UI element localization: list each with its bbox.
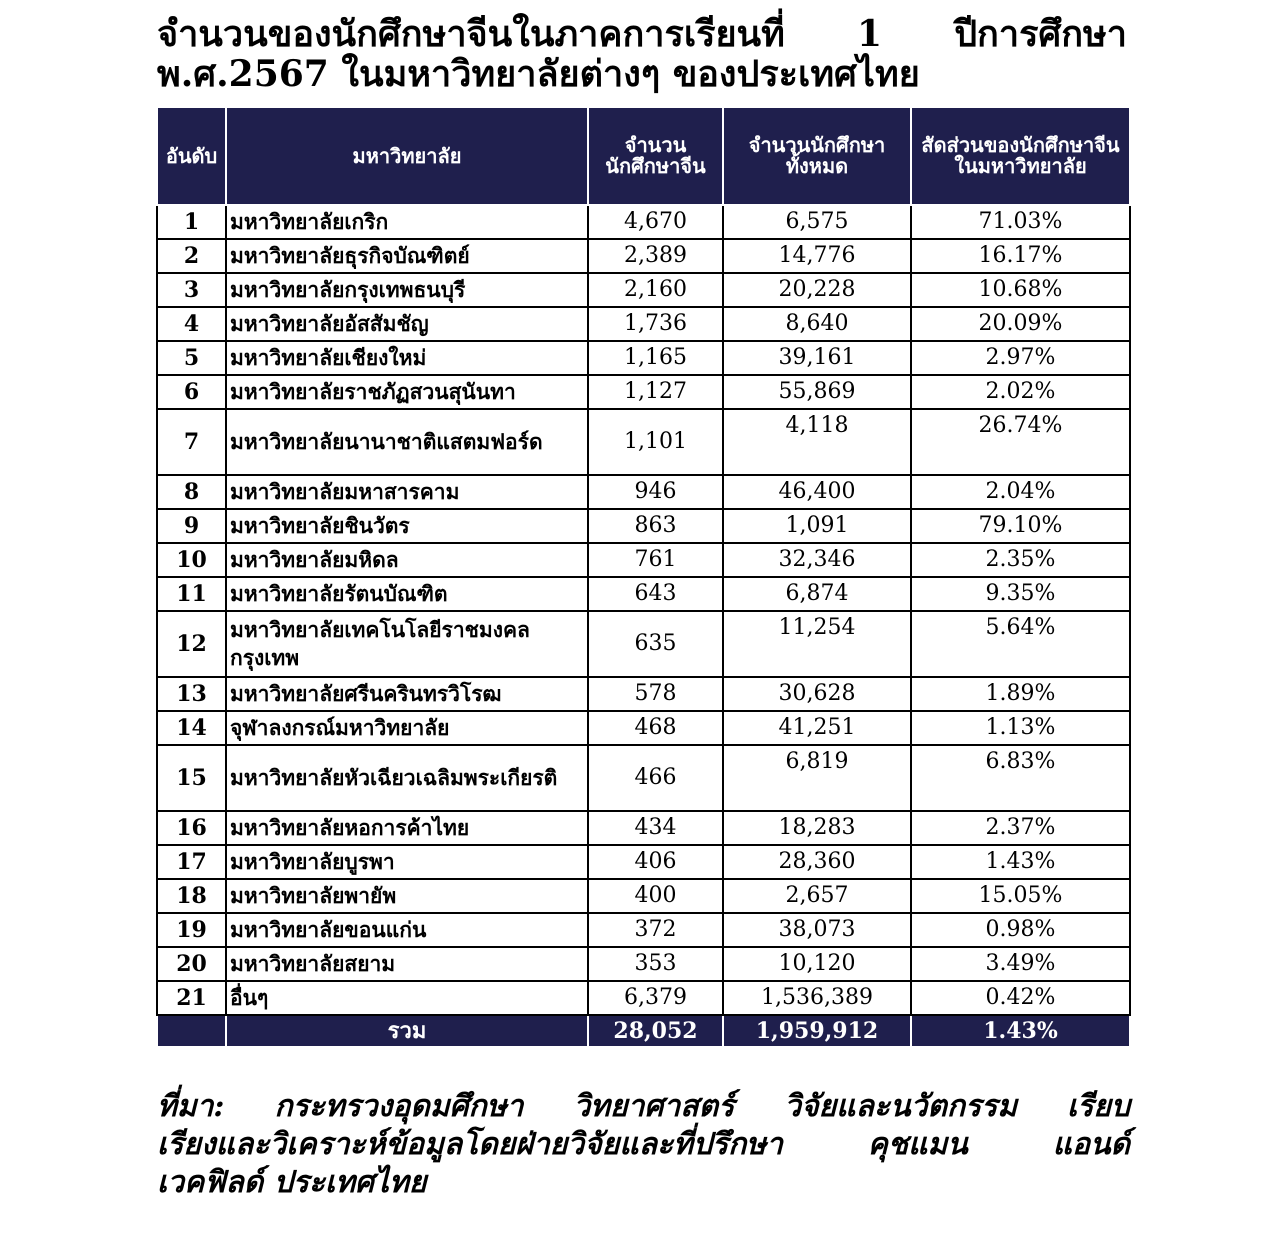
rank-cell: 6 [157, 375, 226, 409]
university-name-cell: มหาวิทยาลัยธุรกิจบัณฑิตย์ [226, 239, 588, 273]
table-row [157, 745, 1130, 811]
rank-cell: 19 [157, 913, 226, 947]
chinese-students-cell: 578 [588, 677, 723, 711]
rank-cell: 11 [157, 577, 226, 611]
ratio-cell: 71.03% [911, 205, 1130, 239]
table-row [157, 711, 1130, 745]
table-header-row [157, 107, 1130, 205]
ratio-cell: 2.02% [911, 375, 1130, 409]
rank-cell: 15 [157, 745, 226, 811]
rank-cell: 12 [157, 611, 226, 677]
university-name-cell: มหาวิทยาลัยสยาม [226, 947, 588, 981]
rank-cell: 21 [157, 981, 226, 1015]
university-name-cell: มหาวิทยาลัยนานาชาติแสตมฟอร์ด [226, 409, 588, 475]
total-students-cell: 28,360 [723, 845, 911, 879]
students-table [156, 106, 1131, 1048]
chinese-students-cell: 353 [588, 947, 723, 981]
table-row [157, 409, 1130, 475]
total-students-cell: 4,118 [723, 409, 911, 475]
university-name-cell: มหาวิทยาลัยเทคโนโลยีราชมงคลกรุงเทพ [226, 611, 588, 677]
university-name-cell: อื่นๆ [226, 981, 588, 1015]
table-row [157, 205, 1130, 239]
ratio-cell: 0.42% [911, 981, 1130, 1015]
university-name-cell: มหาวิทยาลัยบูรพา [226, 845, 588, 879]
total-ratio: 1.43% [911, 1015, 1130, 1047]
ratio-cell: 3.49% [911, 947, 1130, 981]
table-row [157, 845, 1130, 879]
table-row [157, 273, 1130, 307]
rank-cell: 14 [157, 711, 226, 745]
table-row [157, 543, 1130, 577]
chinese-students-cell: 468 [588, 711, 723, 745]
table-row [157, 913, 1130, 947]
ratio-cell: 2.97% [911, 341, 1130, 375]
chinese-students-cell: 2,160 [588, 273, 723, 307]
total-students-cell: 8,640 [723, 307, 911, 341]
total-students-cell: 32,346 [723, 543, 911, 577]
ratio-cell: 79.10% [911, 509, 1130, 543]
total-students-cell: 10,120 [723, 947, 911, 981]
table-row [157, 611, 1130, 677]
university-name-cell: มหาวิทยาลัยพายัพ [226, 879, 588, 913]
total-students-cell: 20,228 [723, 273, 911, 307]
rank-cell: 8 [157, 475, 226, 509]
rank-cell: 17 [157, 845, 226, 879]
total-students: 1,959,912 [723, 1015, 911, 1047]
chinese-students-cell: 434 [588, 811, 723, 845]
chinese-students-cell: 4,670 [588, 205, 723, 239]
header-total-students: จำนวนนักศึกษาทั้งหมด [723, 107, 911, 205]
university-name-cell: มหาวิทยาลัยมหิดล [226, 543, 588, 577]
ratio-cell: 20.09% [911, 307, 1130, 341]
university-name-cell: มหาวิทยาลัยหอการค้าไทย [226, 811, 588, 845]
chinese-students-cell: 400 [588, 879, 723, 913]
table-row [157, 341, 1130, 375]
table-row [157, 879, 1130, 913]
rank-cell: 1 [157, 205, 226, 239]
ratio-cell: 0.98% [911, 913, 1130, 947]
rank-cell: 4 [157, 307, 226, 341]
university-name-cell: มหาวิทยาลัยกรุงเทพธนบุรี [226, 273, 588, 307]
ratio-cell: 5.64% [911, 611, 1130, 677]
rank-cell: 10 [157, 543, 226, 577]
table-row [157, 509, 1130, 543]
source-line-3: เวคฟิลด์ ประเทศไทย [157, 1165, 427, 1200]
title-line-2: พ.ศ.2567 ในมหาวิทยาลัยต่างๆ ของประเทศไทย [157, 53, 920, 95]
ratio-cell: 15.05% [911, 879, 1130, 913]
university-name-cell: มหาวิทยาลัยเชียงใหม่ [226, 341, 588, 375]
total-students-cell: 6,874 [723, 577, 911, 611]
university-name-cell: มหาวิทยาลัยรัตนบัณฑิต [226, 577, 588, 611]
table-row [157, 677, 1130, 711]
total-rank-cell [157, 1015, 226, 1047]
source-line-1: ที่มา: กระทรวงอุดมศึกษา วิทยาศาสตร์ วิจัยและนวัตกรรม เรียบ [157, 1089, 1130, 1124]
title-line-1-part-2: 1 [857, 13, 883, 55]
university-name-cell: มหาวิทยาลัยมหาสารคาม [226, 475, 588, 509]
total-row [157, 1015, 1130, 1047]
total-students-cell: 1,091 [723, 509, 911, 543]
header-university: มหาวิทยาลัย [226, 107, 588, 205]
total-chinese: 28,052 [588, 1015, 723, 1047]
ratio-cell: 1.89% [911, 677, 1130, 711]
ratio-cell: 16.17% [911, 239, 1130, 273]
source-note [157, 1088, 1130, 1202]
university-name-cell: มหาวิทยาลัยอัสสัมชัญ [226, 307, 588, 341]
source-line-2: เรียงและวิเคราะห์ข้อมูลโดยฝ่ายวิจัยและที่ปรึกษา คุชแมน แอนด์ [157, 1127, 1130, 1162]
total-students-cell: 2,657 [723, 879, 911, 913]
header-rank: อันดับ [157, 107, 226, 205]
total-students-cell: 1,536,389 [723, 981, 911, 1015]
university-name-cell: มหาวิทยาลัยเกริก [226, 205, 588, 239]
table-row [157, 577, 1130, 611]
ratio-cell: 6.83% [911, 745, 1130, 811]
rank-cell: 9 [157, 509, 226, 543]
total-students-cell: 6,575 [723, 205, 911, 239]
university-name-cell: มหาวิทยาลัยราชภัฏสวนสุนันทา [226, 375, 588, 409]
title-line-1-part-3: ปีการศึกษา [954, 13, 1127, 55]
total-students-cell: 18,283 [723, 811, 911, 845]
ratio-cell: 26.74% [911, 409, 1130, 475]
total-students-cell: 46,400 [723, 475, 911, 509]
university-name-cell: มหาวิทยาลัยศรีนครินทรวิโรฒ [226, 677, 588, 711]
table-row [157, 475, 1130, 509]
chinese-students-cell: 1,736 [588, 307, 723, 341]
chinese-students-cell: 372 [588, 913, 723, 947]
ratio-cell: 9.35% [911, 577, 1130, 611]
total-students-cell: 38,073 [723, 913, 911, 947]
chinese-students-cell: 1,165 [588, 341, 723, 375]
university-name-cell: จุฬาลงกรณ์มหาวิทยาลัย [226, 711, 588, 745]
ratio-cell: 2.35% [911, 543, 1130, 577]
ratio-cell: 2.04% [911, 475, 1130, 509]
header-chinese-students: จำนวนนักศึกษาจีน [588, 107, 723, 205]
total-students-cell: 30,628 [723, 677, 911, 711]
title-line-1 [157, 14, 1127, 54]
ratio-cell: 2.37% [911, 811, 1130, 845]
rank-cell: 5 [157, 341, 226, 375]
total-students-cell: 11,254 [723, 611, 911, 677]
rank-cell: 16 [157, 811, 226, 845]
chinese-students-cell: 761 [588, 543, 723, 577]
chinese-students-cell: 946 [588, 475, 723, 509]
chinese-students-cell: 643 [588, 577, 723, 611]
ratio-cell: 1.43% [911, 845, 1130, 879]
rank-cell: 3 [157, 273, 226, 307]
table-row [157, 375, 1130, 409]
chinese-students-cell: 1,101 [588, 409, 723, 475]
title-line-1-part-1: จำนวนของนักศึกษาจีนในภาคการเรียนที่ [157, 13, 785, 55]
chinese-students-cell: 406 [588, 845, 723, 879]
table-row [157, 811, 1130, 845]
table-row [157, 981, 1130, 1015]
chinese-students-cell: 863 [588, 509, 723, 543]
rank-cell: 2 [157, 239, 226, 273]
ratio-cell: 1.13% [911, 711, 1130, 745]
total-students-cell: 41,251 [723, 711, 911, 745]
table-row [157, 307, 1130, 341]
table-row [157, 947, 1130, 981]
chinese-students-cell: 1,127 [588, 375, 723, 409]
rank-cell: 7 [157, 409, 226, 475]
rank-cell: 13 [157, 677, 226, 711]
university-name-cell: มหาวิทยาลัยขอนแก่น [226, 913, 588, 947]
header-ratio: สัดส่วนของนักศึกษาจีนในมหาวิทยาลัย [911, 107, 1130, 205]
university-name-cell: มหาวิทยาลัยหัวเฉียวเฉลิมพระเกียรติ [226, 745, 588, 811]
table-row [157, 239, 1130, 273]
chinese-students-cell: 466 [588, 745, 723, 811]
university-name-cell: มหาวิทยาลัยชินวัตร [226, 509, 588, 543]
chinese-students-cell: 635 [588, 611, 723, 677]
total-students-cell: 14,776 [723, 239, 911, 273]
rank-cell: 18 [157, 879, 226, 913]
total-label: รวม [226, 1015, 588, 1047]
total-students-cell: 6,819 [723, 745, 911, 811]
page-title [157, 14, 1127, 94]
total-students-cell: 39,161 [723, 341, 911, 375]
ratio-cell: 10.68% [911, 273, 1130, 307]
total-students-cell: 55,869 [723, 375, 911, 409]
chinese-students-cell: 6,379 [588, 981, 723, 1015]
rank-cell: 20 [157, 947, 226, 981]
chinese-students-cell: 2,389 [588, 239, 723, 273]
